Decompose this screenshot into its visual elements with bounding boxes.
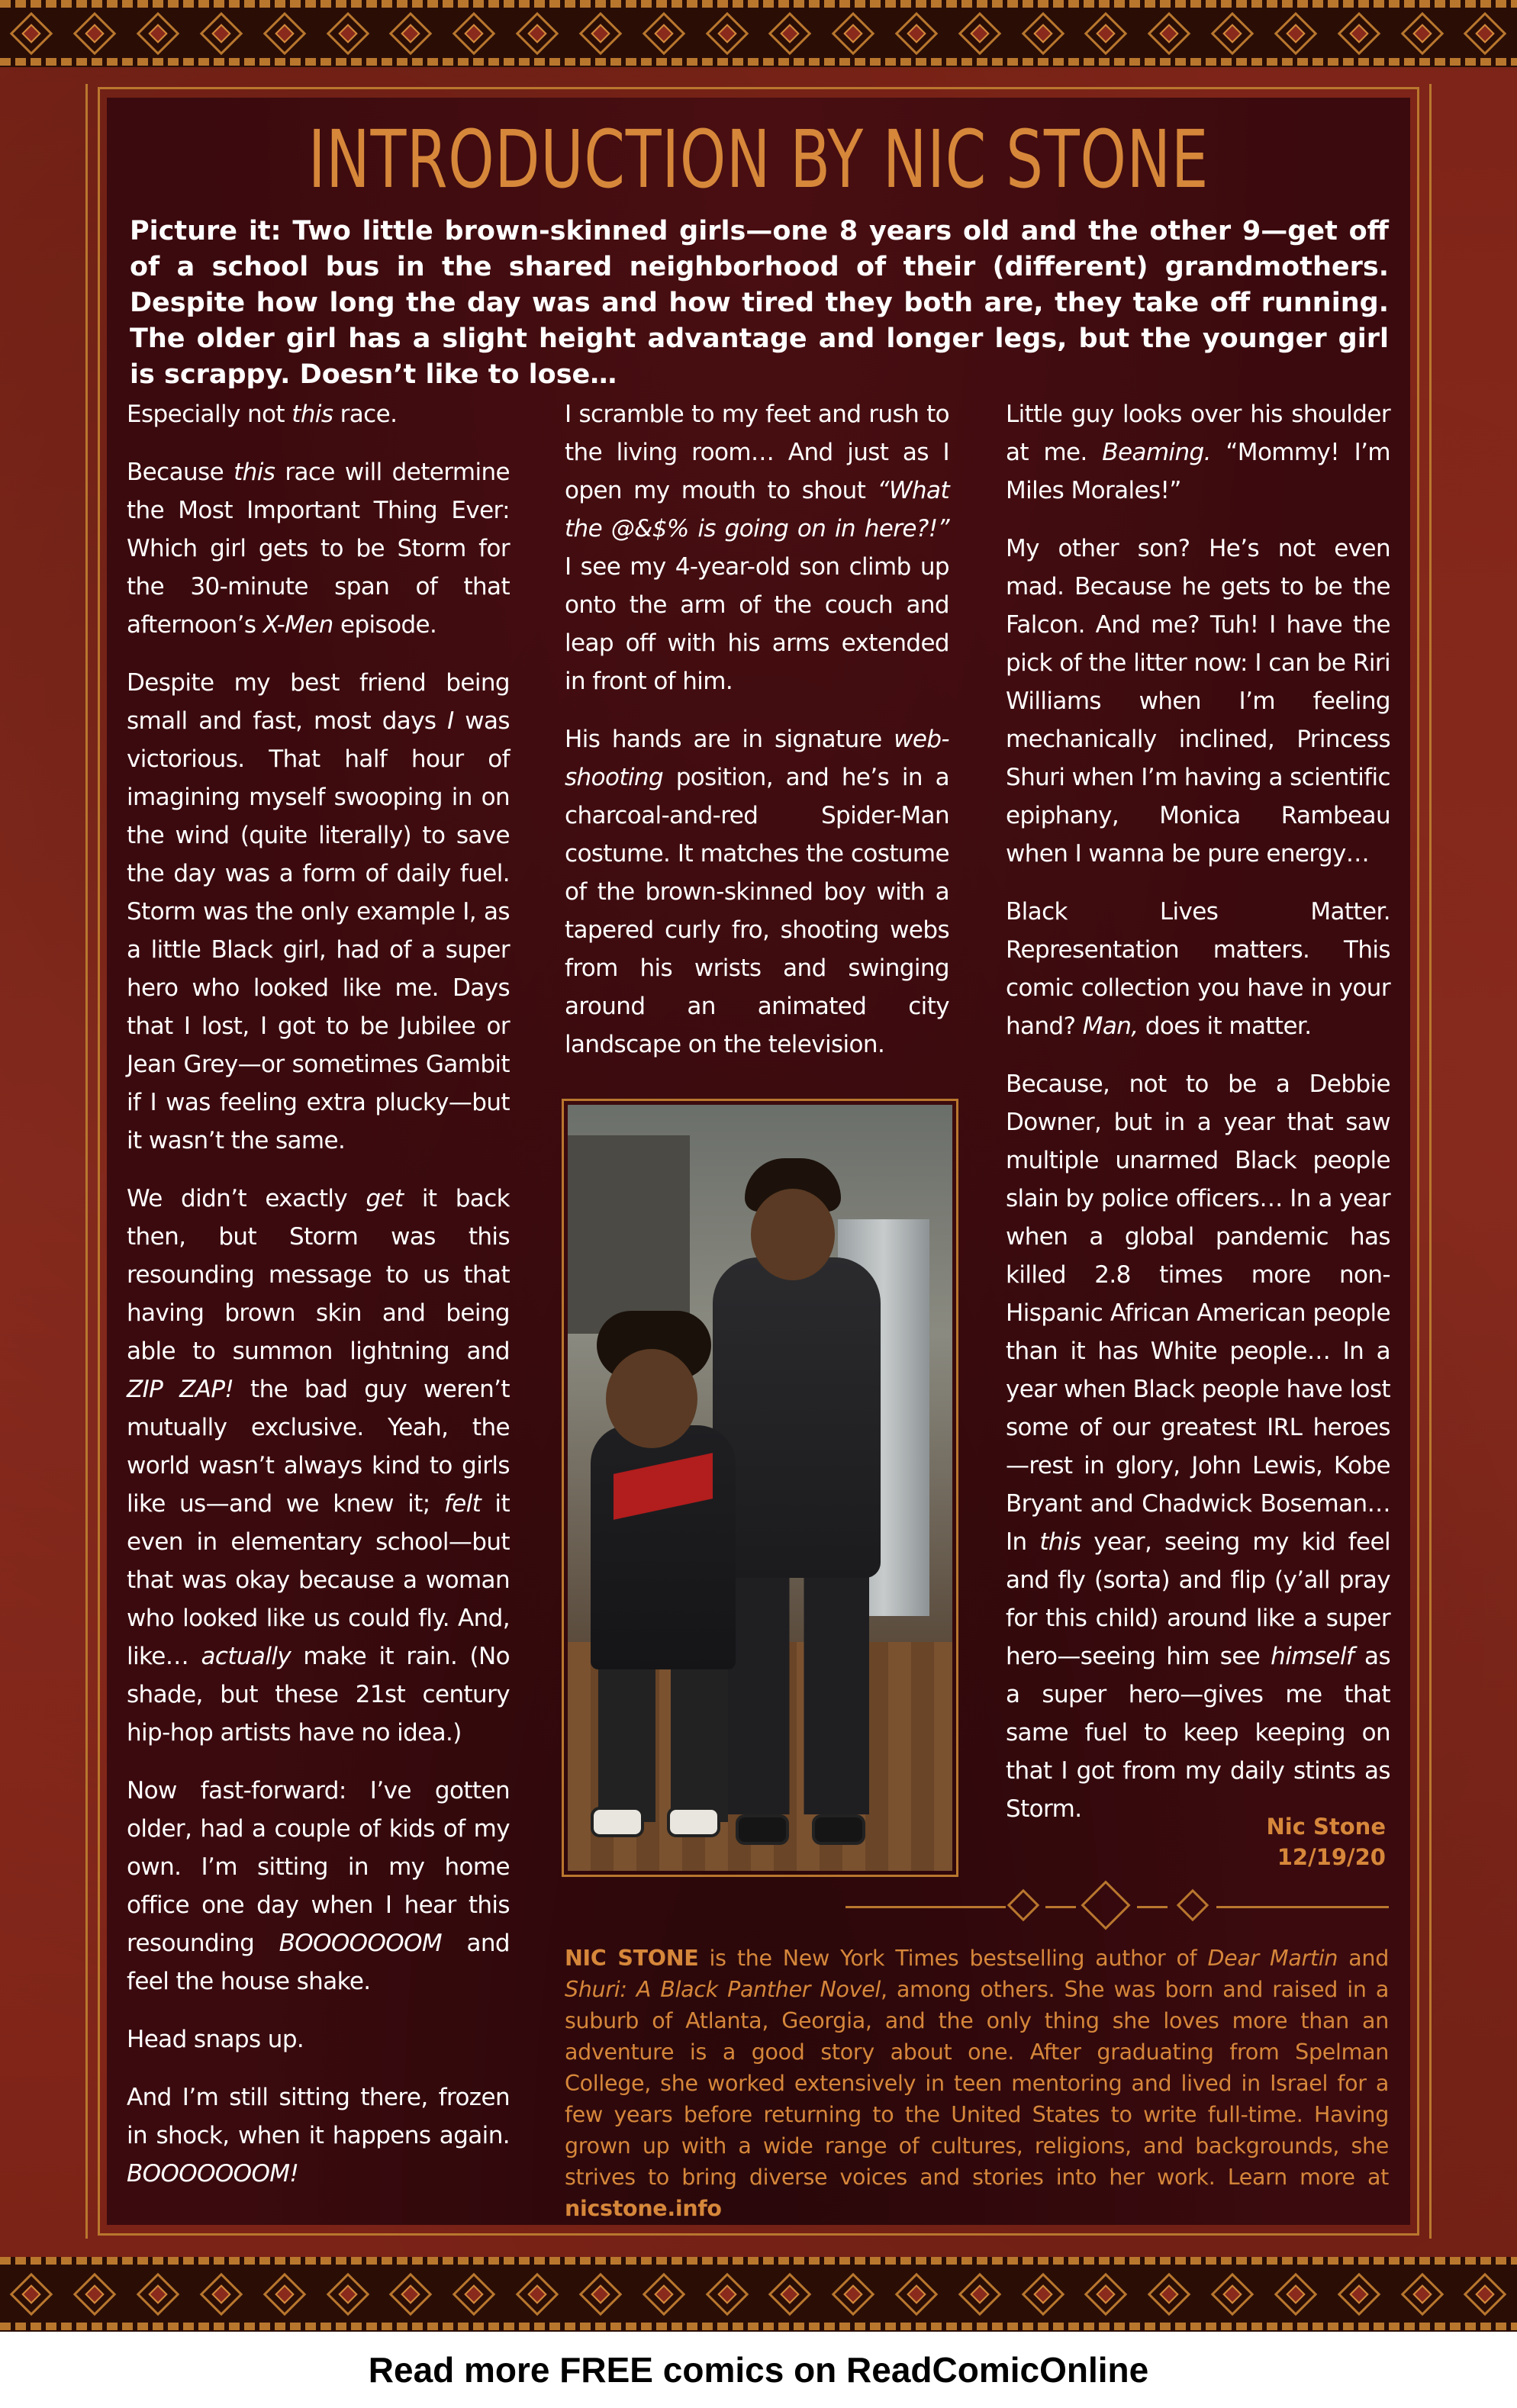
- diamond-motif-icon: [768, 12, 812, 56]
- left-side-rule: [85, 84, 88, 2239]
- diamond-motif-icon: [73, 2273, 117, 2316]
- signature: [1190, 1811, 1386, 1872]
- body-paragraph: Despite my best friend being small and fast, most days I was victorious. That half hour of imagining myself swooping in on the wind (quite literally) to save the day was a form of daily fuel. Storm was the only example I, as a little Black girl, had of a super hero who looked like me. Days that I lost, I got to be Jubilee or Jean Grey—or sometimes Gambit if I was feeling extra plucky—but it wasn’t the same.: [127, 669, 510, 1154]
- bold-text: NIC STONE: [565, 1946, 699, 1971]
- body-paragraph: Black Lives Matter. Representation matters. This comic collection you have in your hand? Man, does it matter.: [1006, 898, 1390, 1040]
- diamond-motif-icon: [1148, 2273, 1191, 2316]
- border-stripe: [0, 2323, 1517, 2330]
- divider-ornament: [845, 1885, 1389, 1930]
- diamond-motif-icon: [958, 2273, 1002, 2316]
- italic-text: Dear Martin: [1207, 1946, 1338, 1971]
- older-boy-face: [751, 1189, 835, 1280]
- border-stripe: [0, 58, 1517, 66]
- body-paragraph: We didn’t exactly get it back then, but Storm was this resounding message to us that having brown skin and being able to summon lightning and ZIP ZAP! the bad guy weren’t mutually exclusive. Yeah, the world wasn’t always kind to girls like us—and we knew it; felt it even in elementary school—but that was okay because a woman who looked like us could fly. And, like… actually make it rain. (No shade, but these 21st century hip-hop artists have no idea.): [127, 1185, 510, 1746]
- italic-text: ZIP ZAP!: [127, 1376, 234, 1403]
- diamond-motif-icon: [10, 12, 53, 56]
- ornament-line: [1045, 1906, 1076, 1908]
- diamond-motif-icon: [1021, 2273, 1064, 2316]
- italic-text: web-shooting: [565, 726, 949, 791]
- photo-kids-in-costumes: [568, 1105, 952, 1871]
- diamond-motif-icon: [262, 2273, 306, 2316]
- sneaker: [667, 1807, 720, 1837]
- ornament-line: [1216, 1906, 1389, 1908]
- diamond-motif-icon: [137, 12, 180, 56]
- diamond-motif-icon: [1464, 2273, 1507, 2316]
- bold-text: nicstone.info: [565, 2196, 722, 2221]
- body-paragraph: I scramble to my feet and rush to the living room… And just as I open my mouth to shout “What the @&$% is going on in here?!” I see my 4-year-old son climb up onto the arm of the couch and leap off with his arms extended in front of him.: [565, 401, 949, 695]
- diamond-motif-icon: [453, 2273, 496, 2316]
- body-paragraph: Now fast-forward: I’ve gotten older, had a couple of kids of my own. I’m sitting in my home office one day when I hear this resounding BOOOOOOOM and feel the house shake.: [127, 1777, 510, 1995]
- diamond-motif-icon: [1084, 12, 1128, 56]
- border-motif-row: [0, 11, 1517, 56]
- italic-text: Beaming.: [1102, 439, 1211, 466]
- body-paragraph: And I’m still sitting there, frozen in shock, when it happens again. BOOOOOOOM!: [127, 2084, 510, 2187]
- bottom-ornamental-border: [0, 2257, 1517, 2332]
- body-paragraph: His hands are in signature web-shooting position, and he’s in a charcoal-and-red Spider-Man costume. It matches the costume of the brown-skinned boy with a tapered curly fro, shooting webs from his wrists and swinging around an animated city landscape on the television.: [565, 726, 949, 1058]
- diamond-icon: [1177, 1889, 1209, 1921]
- border-stripe: [0, 2257, 1517, 2265]
- diamond-motif-icon: [200, 12, 243, 56]
- diamond-motif-icon: [200, 2273, 243, 2316]
- italic-text: BOOOOOOOM: [279, 1930, 443, 1957]
- italic-text: Man,: [1082, 1012, 1139, 1040]
- diamond-motif-icon: [326, 12, 369, 56]
- italic-text: this: [234, 459, 275, 486]
- diamond-motif-icon: [1338, 12, 1381, 56]
- author-bio: NIC STONE is the New York Times bestselling author of Dear Martin and Shuri: A Black Panther Novel, among others. She was born and raised in a suburb of Atlanta, Georgia, and the only thing she loves more than an adventure is a good story about one. After graduating from Spelman College, she worked extensively in teen mentoring and lived in Israel for a few years before returning to the United States to write full-time. Having grown up with a wide range of cultures, religions, and backgrounds, she strives to bring diverse voices and stories into her work. Learn more at nicstone.info: [565, 1946, 1389, 2221]
- diamond-motif-icon: [262, 12, 306, 56]
- diamond-motif-icon: [1274, 12, 1318, 56]
- diamond-motif-icon: [1274, 2273, 1318, 2316]
- body-paragraph: My other son? He’s not even mad. Because he gets to be the Falcon. And me? Tuh! I have the pick of the litter now: I can be Riri Williams when I’m feeling mechanically inclined, Princess Shuri when I’m having a scientific epiphany, Monica Rambeau when I wanna be pure energy…: [1006, 535, 1390, 868]
- italic-text: this: [1039, 1528, 1081, 1556]
- top-ornamental-border: [0, 0, 1517, 67]
- diamond-motif-icon: [1400, 12, 1444, 56]
- diamond-motif-icon: [389, 2273, 433, 2316]
- diamond-motif-icon: [895, 2273, 939, 2316]
- border-motif-row: [0, 2271, 1517, 2318]
- italic-text: I: [447, 707, 454, 735]
- diamond-motif-icon: [326, 2273, 369, 2316]
- border-stripe: [0, 0, 1517, 8]
- diamond-motif-icon: [705, 2273, 749, 2316]
- kitchen-cabinet: [568, 1135, 690, 1334]
- diamond-motif-icon: [1464, 12, 1507, 56]
- body-paragraph: Especially not this race.: [127, 401, 398, 428]
- diamond-motif-icon: [768, 2273, 812, 2316]
- diamond-icon: [1081, 1880, 1130, 1930]
- diamond-motif-icon: [895, 12, 939, 56]
- intro-paragraph: Picture it: Two little brown-skinned girls—one 8 years old and the other 9—get off of a school bus in the shared neighborhood of their (different) grandmothers. Despite how long the day was and how tired they both are, they take off running. The older girl has a slight height advantage and longer legs, but the younger girl is scrappy. Doesn’t like to lose…: [130, 216, 1389, 390]
- diamond-motif-icon: [453, 12, 496, 56]
- diamond-motif-icon: [137, 2273, 180, 2316]
- signature-name: Nic Stone: [1266, 1814, 1386, 1840]
- diamond-motif-icon: [1084, 2273, 1128, 2316]
- text-column-left: [127, 395, 510, 2213]
- italic-text: felt: [443, 1490, 482, 1518]
- italic-text: this: [291, 401, 333, 428]
- italic-text: “What the @&$% is going on in here?!”: [565, 477, 949, 542]
- sneaker: [591, 1807, 644, 1837]
- boot: [812, 1814, 865, 1845]
- diamond-motif-icon: [1211, 12, 1255, 56]
- diamond-motif-icon: [705, 12, 749, 56]
- text-column-right: [1006, 395, 1390, 1848]
- right-side-rule: [1429, 84, 1432, 2239]
- older-boy-legs: [724, 1563, 869, 1814]
- diamond-motif-icon: [1021, 12, 1064, 56]
- younger-boy-legs: [598, 1662, 728, 1822]
- diamond-motif-icon: [642, 2273, 685, 2316]
- diamond-motif-icon: [579, 12, 623, 56]
- footer-banner[interactable]: [0, 2332, 1517, 2408]
- body-paragraph: Because this race will determine the Most Important Thing Ever: Which girl gets to be Storm for the 30-minute span of that afternoon’s X-Men episode.: [127, 459, 510, 639]
- younger-boy-face: [606, 1349, 697, 1448]
- diamond-motif-icon: [642, 12, 685, 56]
- italic-text: BOOOOOOOM!: [127, 2160, 299, 2187]
- signature-date: 12/19/20: [1277, 1844, 1386, 1870]
- diamond-motif-icon: [10, 2273, 53, 2316]
- text-column-middle: [565, 395, 949, 1083]
- diamond-motif-icon: [389, 12, 433, 56]
- body-paragraph: Because, not to be a Debbie Downer, but in a year that saw multiple unarmed Black people slain by police officers… In a year when a global pandemic has killed 2.8 times more non-Hispanic African American people than it has White people… In a year when Black people have lost some of our greatest IRL heroes—rest in glory, John Lewis, Kobe Bryant and Chadwick Boseman… In this year, seeing my kid feel and fly (sorta) and flip (y’all pray for this child) around like a super hero—seeing him see himself as a super hero—gives me that same fuel to keep keeping on that I got from my daily stints as Storm.: [1006, 1070, 1390, 1823]
- diamond-motif-icon: [1211, 2273, 1255, 2316]
- diamond-motif-icon: [516, 2273, 559, 2316]
- ornament-line: [1137, 1906, 1168, 1908]
- italic-text: himself: [1271, 1643, 1354, 1670]
- footer-link[interactable]: Read more FREE comics on ReadComicOnline: [368, 2350, 1149, 2390]
- diamond-motif-icon: [1400, 2273, 1444, 2316]
- older-boy-black-panther-costume: [713, 1257, 881, 1578]
- diamond-motif-icon: [832, 2273, 875, 2316]
- diamond-motif-icon: [516, 12, 559, 56]
- younger-boy-spiderman-costume: [591, 1425, 736, 1669]
- page-title: INTRODUCTION BY NIC STONE: [308, 113, 1209, 206]
- diamond-motif-icon: [73, 12, 117, 56]
- diamond-motif-icon: [1338, 2273, 1381, 2316]
- boot: [736, 1814, 789, 1845]
- diamond-motif-icon: [958, 12, 1002, 56]
- italic-text: Shuri: A Black Panther Novel: [565, 1977, 881, 2002]
- diamond-motif-icon: [1148, 12, 1191, 56]
- body-paragraph: Head snaps up.: [127, 2026, 304, 2053]
- diamond-motif-icon: [832, 12, 875, 56]
- italic-text: get: [366, 1185, 404, 1212]
- ornament-line: [845, 1906, 1006, 1908]
- body-paragraph: Little guy looks over his shoulder at me. Beaming. “Mommy! I’m Miles Morales!”: [1006, 401, 1390, 504]
- italic-text: X-Men: [262, 611, 333, 639]
- diamond-motif-icon: [579, 2273, 623, 2316]
- italic-text: actually: [201, 1643, 291, 1670]
- diamond-icon: [1007, 1889, 1039, 1921]
